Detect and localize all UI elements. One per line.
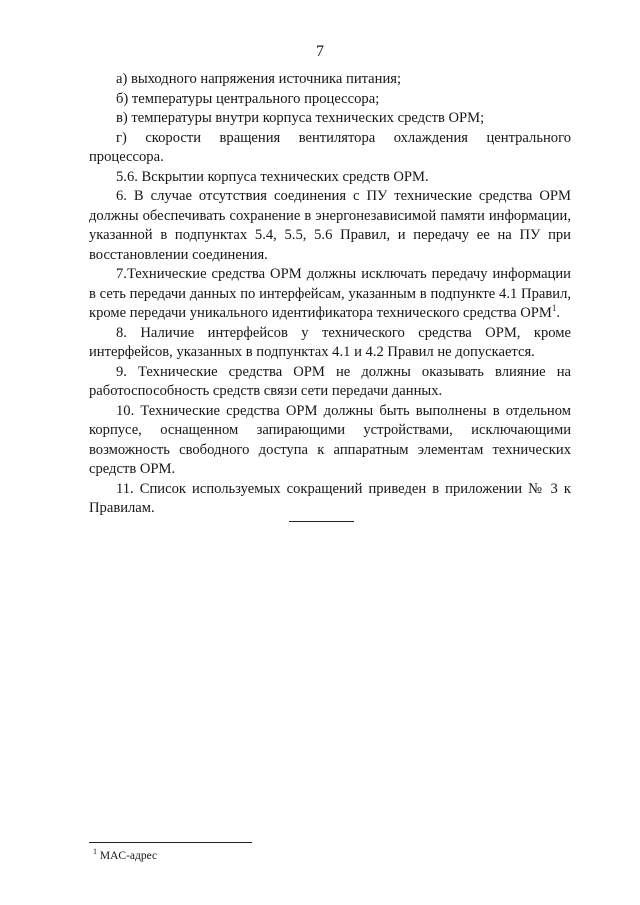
document-body [89, 70, 571, 519]
footnote [93, 849, 157, 863]
footnote-text: MAC-адрес [99, 850, 158, 862]
end-of-text-rule [289, 521, 354, 522]
footnote-mark: 1 [93, 847, 97, 857]
paragraph-7 [89, 265, 571, 324]
paragraph-7-text: 7.Технические средства ОРМ должны исключать передачу информации в сеть передачи данных по интерфейсам, указанным в подпункте 4.1 Правил, кроме передачи уникального идентификатора технического средства ОРМ [89, 266, 571, 321]
paragraph-8: 8. Наличие интерфейсов у технического средства ОРМ, кроме интерфейсов, указанных в подпунктах 4.1 и 4.2 Правил не допускается. [89, 324, 571, 360]
footnote-separator [89, 842, 252, 843]
paragraph-7-end: . [556, 305, 561, 321]
footnote-reference: 1 [551, 303, 557, 314]
list-item-g-line2: процессора. [89, 149, 164, 165]
list-item-b: б) температуры центрального процессора; [116, 90, 380, 107]
list-item-v: в) температуры внутри корпуса технических средств ОРМ; [116, 110, 485, 126]
paragraph-9: 9. Технические средства ОРМ не должны оказывать влияние на работоспособность средств связи сети передачи данных. [89, 363, 571, 399]
list-item-g-line1: г) скорости вращения вентилятора охлаждения центрального [116, 129, 571, 146]
paragraph-5-6: 5.6. Вскрытии корпуса технических средств ОРМ. [116, 168, 429, 185]
list-item-g [89, 129, 571, 168]
paragraph-10: 10. Технические средства ОРМ должны быть выполнены в отдельном корпусе, оснащенном запирающими устройствами, исключающими возможность свободного доступа к аппаратным элементам технических средств ОРМ. [89, 402, 571, 477]
list-item-a: а) выходного напряжения источника питания; [116, 71, 402, 87]
page-number: 7 [316, 43, 324, 60]
paragraph-6: 6. В случае отсутствия соединения с ПУ технические средства ОРМ должны обеспечивать сохранение в энергонезависимой памяти информации, указанной в подпунктах 5.4, 5.5, 5.6 Правил, и передачу ее на ПУ при восстановлении соединения. [89, 188, 571, 263]
paragraph-11: 11. Список используемых сокращений приведен в приложении № 3 к Правилам. [89, 480, 571, 516]
